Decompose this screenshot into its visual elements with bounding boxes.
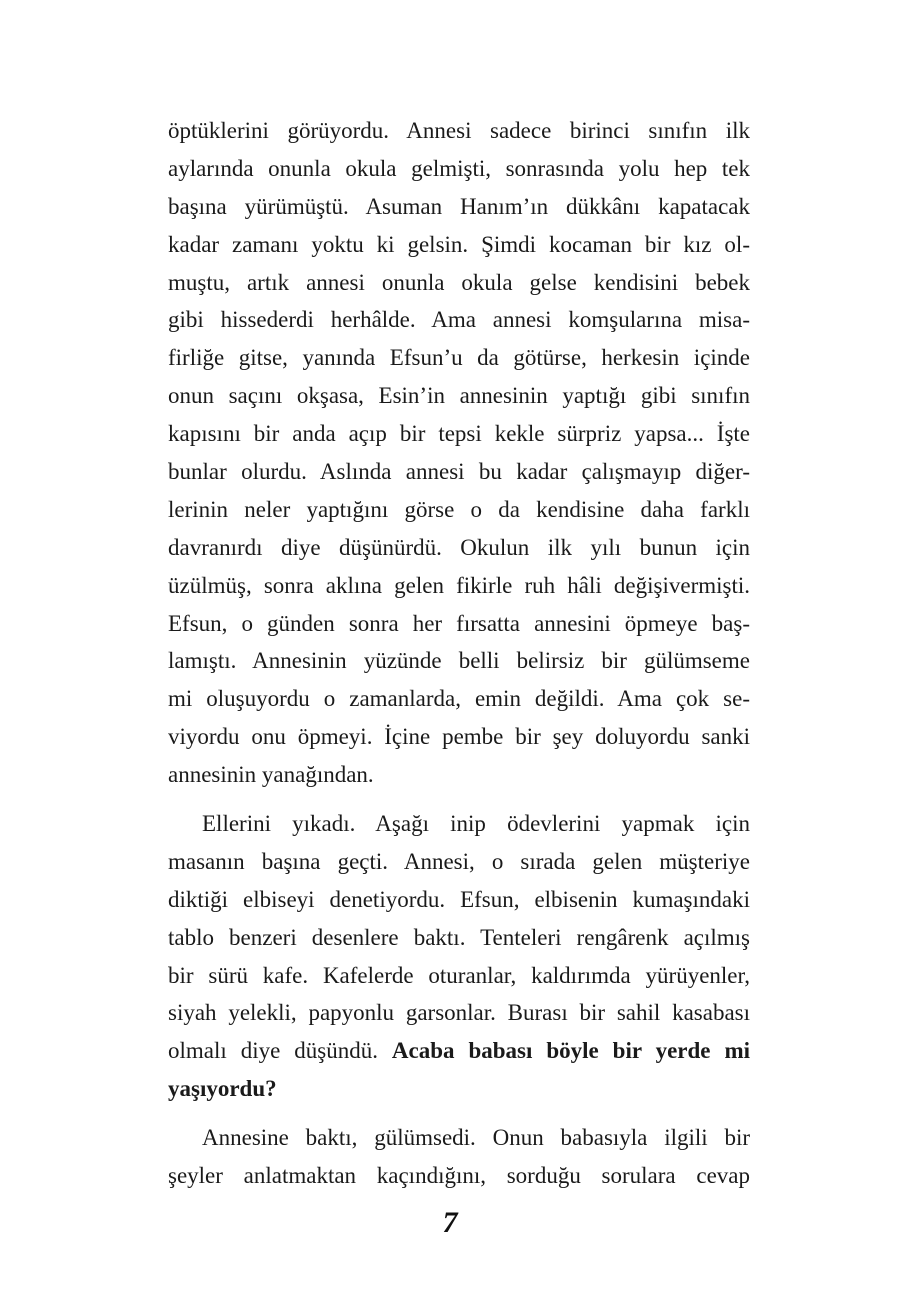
text-line: viyordu onu öpmeyi. İçine pembe bir şey doluyordu sanki [168, 724, 750, 750]
text-line: davranırdı diye düşünürdü. Okulun ilk yılı bunun için [168, 534, 750, 560]
text-line: Annesine baktı, gülümsedi. Onun babasıyla ilgili bir [202, 1125, 750, 1151]
paragraph-1 [168, 112, 750, 794]
text-line: onun saçını okşasa, Esin’in annesinin yaptığı gibi sınıfın [168, 383, 750, 409]
text-line: diktiği elbiseyi denetiyordu. Efsun, elbisenin kumaşındaki [168, 886, 750, 912]
text-line: siyah yelekli, papyonlu garsonlar. Burası bir sahil kasabası [168, 1000, 750, 1026]
book-page-text [168, 112, 750, 1195]
text-line: kapısını bir anda açıp bir tepsi kekle sürpriz yapsa... İşte [168, 421, 750, 447]
paragraph-gap [168, 1108, 750, 1119]
text-line: kadar zamanı yoktu ki gelsin. Şimdi kocaman bir kız ol- [168, 231, 750, 257]
text-line: mi oluşuyordu o zamanlarda, emin değildi. Ama çok se- [168, 686, 750, 712]
paragraph-3 [168, 1119, 750, 1195]
text-line [168, 1070, 750, 1108]
text-line: üzülmüş, sonra aklına gelen fikirle ruh hâli değişivermişti. [168, 572, 750, 598]
text-line: muştu, artık annesi onunla okula gelse kendisini bebek [168, 269, 750, 295]
text-line [168, 1032, 750, 1070]
text-line: tablo benzeri desenlere baktı. Tenteleri rengârenk açılmış [168, 924, 750, 950]
text-line: gibi hissederdi herhâlde. Ama annesi komşularına misa- [168, 307, 750, 333]
text-line: lerinin neler yaptığını görse o da kendisine daha farklı [168, 496, 750, 522]
text-line: lamıştı. Annesinin yüzünde belli belirsiz bir gülümseme [168, 648, 750, 674]
paragraph-gap [168, 794, 750, 805]
text-line: şeyler anlatmaktan kaçındığını, sorduğu sorulara cevap [168, 1163, 750, 1189]
text-line: firliğe gitse, yanında Efsun’u da götürse, herkesin içinde [168, 345, 750, 371]
text-line: annesinin yanağından. [168, 762, 374, 788]
paragraph-2 [168, 805, 750, 1108]
text-line: bunlar olurdu. Aslında annesi bu kadar çalışmayıp diğer- [168, 459, 750, 485]
text-bold: Acaba babası böyle bir yerde mi [391, 1038, 750, 1064]
text-line: Efsun, o günden sonra her fırsatta annesini öpmeye baş- [168, 610, 750, 636]
text-line: başına yürümüştü. Asuman Hanım’ın dükkânı kapatacak [168, 193, 750, 219]
text-bold: yaşıyordu? [168, 1076, 277, 1102]
page-number: 7 [442, 1206, 458, 1239]
text-line: öptüklerini görüyordu. Annesi sadece birinci sınıfın ilk [168, 118, 750, 143]
text-line: Ellerini yıkadı. Aşağı inip ödevlerini yapmak için [202, 811, 750, 837]
text-line: masanın başına geçti. Annesi, o sırada gelen müşteriye [168, 848, 750, 874]
text-line: bir sürü kafe. Kafelerde oturanlar, kaldırımda yürüyenler, [168, 962, 750, 988]
text-line: aylarında onunla okula gelmişti, sonrasında yolu hep tek [168, 155, 750, 181]
text-plain: olmalı diye düşündü. [168, 1038, 392, 1064]
